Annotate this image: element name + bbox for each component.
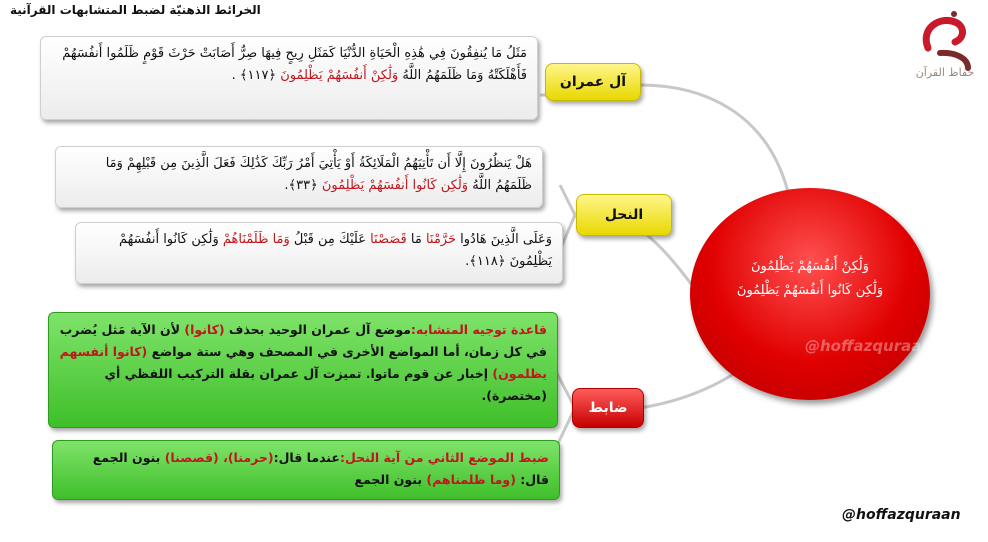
rule-text: لأن الآية مَثل يُضرب في كل زمان، أما المواضع الأخرى في المصحف وهي ستة مواضع bbox=[59, 322, 547, 359]
verse-highlight: حَرَّمْنَا bbox=[425, 232, 457, 247]
rule-text: عندما قال: bbox=[273, 450, 340, 465]
rule-card-1 bbox=[48, 312, 558, 428]
center-circle-text bbox=[700, 255, 920, 303]
verse-highlight: وَمَا ظَلَمْنَاهُمْ bbox=[222, 232, 290, 247]
watermark-footer: @hoffazquraan bbox=[842, 507, 961, 523]
rule-highlight: (كانوا أنفسهم يظلمون) bbox=[59, 344, 547, 381]
rule-heading: ضبط الموضع الثاني من آية النحل: bbox=[339, 450, 549, 465]
rule-highlight: (وما ظلمناهم) bbox=[426, 472, 516, 487]
rule-text: موضع آل عمران الوحيد بحذف bbox=[224, 322, 411, 337]
verse-number: ﴿٣٣﴾. bbox=[284, 178, 322, 193]
watermark-circle: @hoffazquraan bbox=[805, 337, 933, 355]
rule-text: إخبار عن قوم ماتوا. تميزت آل عمران بقلة التركيب اللفظي أي (مختصرة). bbox=[104, 366, 547, 403]
verse-al-imran-117 bbox=[40, 36, 538, 120]
verse-text: مَا bbox=[406, 232, 426, 247]
verse-text: هَلْ يَنظُرُونَ إِلَّا أَن تَأْتِيَهُمُ الْمَلَائِكَةُ أَوْ يَأْتِيَ أَمْرُ رَبِّكَ كَذَٰلِكَ فَعَلَ الَّذِينَ مِن قَبْلِهِمْ وَمَا ظَلَمَهُمُ اللَّهُ bbox=[105, 156, 532, 193]
verse-highlight: وَلَٰكِنْ أَنفُسَهُمْ يَظْلِمُونَ bbox=[280, 68, 399, 83]
rule-heading: قاعدة توجيه المتشابه: bbox=[410, 322, 547, 337]
page-title: الخرائط الذهنيّة لضبط المتشابهات القرآنية bbox=[10, 3, 261, 17]
center-line-2: وَلَٰكِن كَانُوا أَنفُسَهُمْ يَظْلِمُونَ bbox=[736, 283, 884, 298]
rule-highlight: (كانوا) bbox=[184, 322, 225, 337]
label-al-imran: آل عمران bbox=[545, 63, 641, 101]
rule-text: بنون الجمع قال: bbox=[92, 450, 549, 487]
rule-text: بنون الجمع bbox=[354, 472, 427, 487]
verse-text: وَعَلَى الَّذِينَ هَادُوا bbox=[456, 232, 552, 247]
label-nahl: النحل bbox=[576, 194, 672, 236]
center-line-1: وَلَٰكِنْ أَنفُسَهُمْ يَظْلِمُونَ bbox=[751, 259, 869, 274]
verse-nahl-33 bbox=[55, 146, 543, 208]
verse-number: ﴿١١٧﴾ . bbox=[231, 68, 281, 83]
logo-text: حفاظ القرآن bbox=[915, 66, 975, 79]
verse-highlight: وَلَٰكِن كَانُوا أَنفُسَهُمْ يَظْلِمُونَ bbox=[321, 178, 469, 193]
verse-text: عَلَيْكَ مِن قَبْلُ bbox=[289, 232, 371, 247]
rule-card-2 bbox=[52, 440, 560, 500]
verse-highlight: قَصَصْنَا bbox=[370, 232, 407, 247]
verse-text: مَثَلُ مَا يُنفِقُونَ فِي هَٰذِهِ الْحَيَاةِ الدُّنْيَا كَمَثَلِ رِيحٍ فِيهَا صِرٌّ أَصَابَتْ حَرْثَ قَوْمٍ ظَلَمُوا أَنفُسَهُمْ فَأَهْلَكَتْهُ وَمَا ظَلَمَهُمُ اللَّهُ bbox=[62, 46, 527, 83]
verse-text: وَلَٰكِن كَانُوا أَنفُسَهُمْ يَظْلِمُونَ ﴿١١٨﴾. bbox=[119, 232, 552, 269]
rule-highlight: (حرمنا)، (قصصنا) bbox=[164, 450, 274, 465]
verse-nahl-118 bbox=[75, 222, 563, 284]
label-dabit: ضابط bbox=[572, 388, 644, 428]
